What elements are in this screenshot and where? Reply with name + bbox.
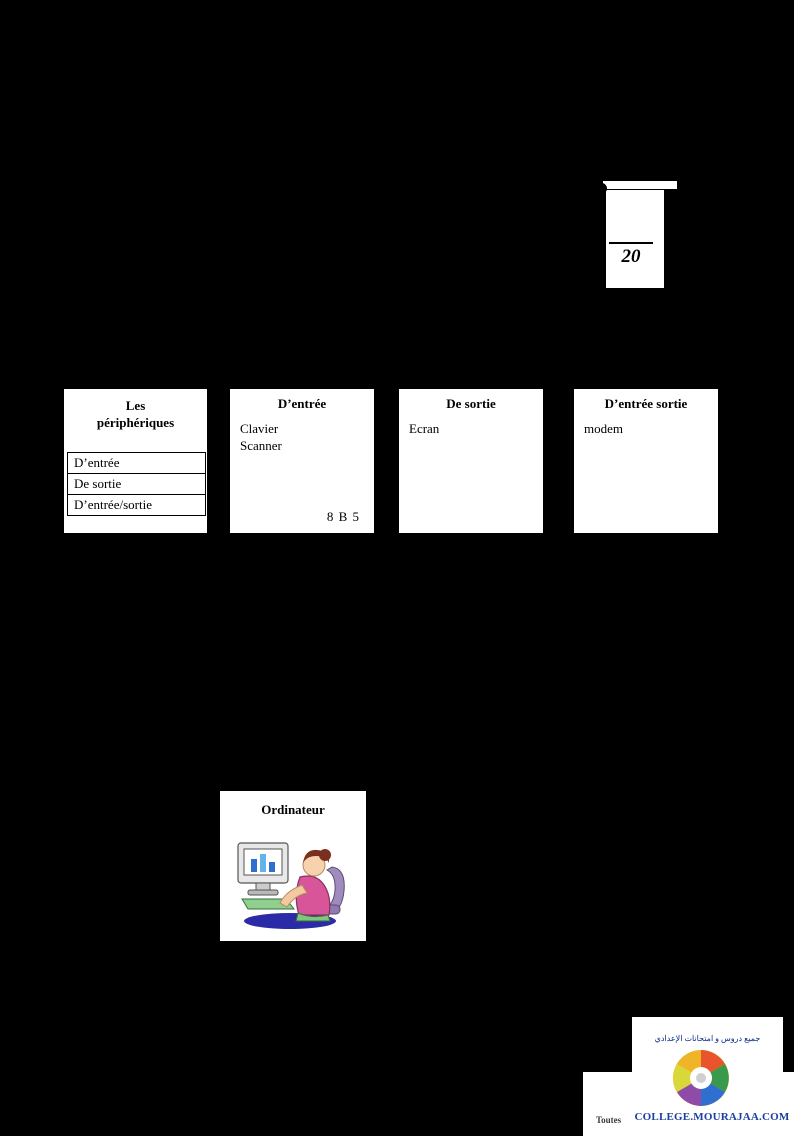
notepad-ring-top-icon — [596, 183, 607, 194]
footer-arabic-line: جميع دروس و امتحانات الإعدادي — [654, 1034, 761, 1043]
list-item: Clavier — [240, 421, 279, 436]
entree-body — [230, 412, 374, 454]
notepad-sheet — [605, 189, 665, 289]
peripheriques-title-line1: Les — [125, 398, 146, 413]
cd-disc-icon — [672, 1049, 730, 1107]
notepad-ring-bottom-icon — [595, 276, 606, 287]
entree-note: 8 B 5 — [326, 509, 360, 524]
notepad-spiral-bar — [602, 180, 678, 190]
entree-title: D’entrée — [277, 396, 327, 411]
footer-toutes-label: Toutes — [596, 1115, 622, 1125]
peripheriques-title-line2: périphériques — [96, 415, 175, 430]
peripheriques-list — [67, 452, 206, 516]
list-item: De sortie — [68, 474, 205, 495]
ordinateur-title: Ordinateur — [261, 802, 325, 817]
entree-card — [229, 388, 375, 534]
list-item: D’entrée/sortie — [74, 497, 152, 512]
list-item: D’entrée — [68, 453, 205, 474]
entree-sortie-title: D’entrée sortie — [604, 396, 688, 411]
sortie-body — [399, 412, 543, 437]
sortie-title: De sortie — [446, 396, 496, 411]
sortie-card — [398, 388, 544, 534]
peripheriques-card — [63, 388, 208, 534]
list-item: Scanner — [240, 438, 282, 453]
footer-site-url: COLLEGE.MOURAJAA.COM — [634, 1111, 790, 1123]
list-item: Ecran — [409, 421, 440, 436]
person-at-computer-clipart — [228, 829, 358, 933]
peripheriques-title — [64, 389, 207, 431]
score-notepad — [595, 180, 681, 292]
score-value: 20 — [621, 246, 641, 267]
ordinateur-card — [219, 790, 367, 942]
list-item: modem — [584, 421, 623, 436]
score-fraction-rule — [609, 242, 653, 244]
entree-sortie-card — [573, 388, 719, 534]
entree-sortie-body — [574, 412, 718, 437]
